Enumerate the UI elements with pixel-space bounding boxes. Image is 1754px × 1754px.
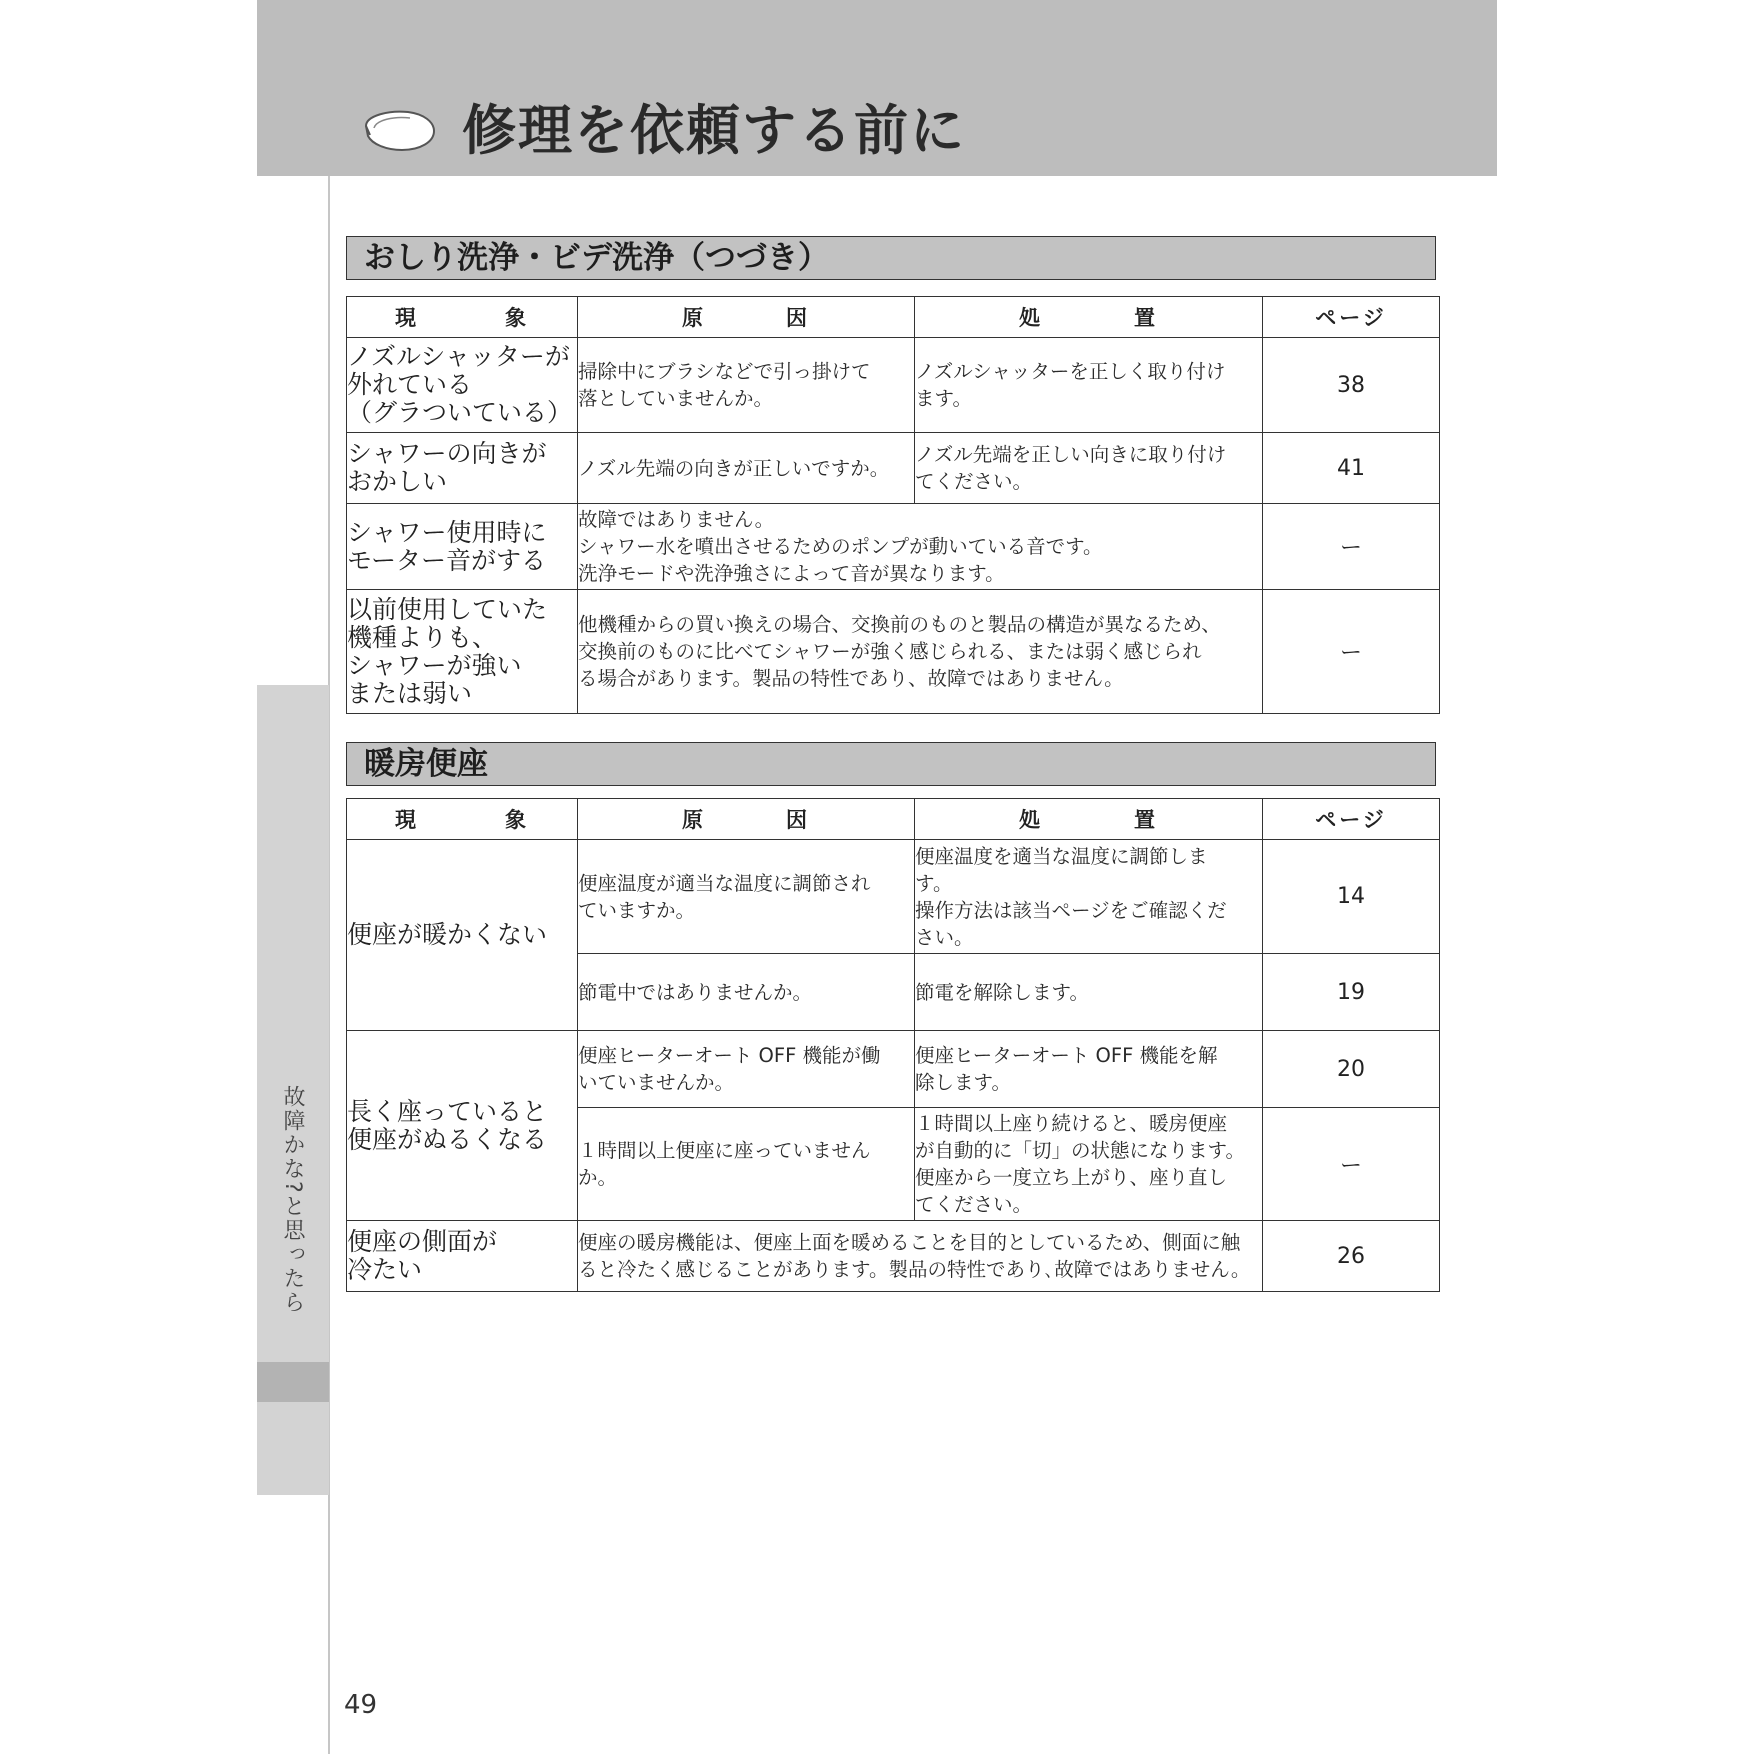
heated-seat-trouble-table (346, 798, 1440, 1292)
cause-cell: ノズル先端の向きが正しいですか。 (578, 433, 915, 504)
note-cell: 故障ではありません。 シャワー水を噴出させるためのポンプが動いている音です。 洗浄モードや洗浄強さによって音が異なります。 (578, 504, 1263, 590)
symptom-cell: 長く座っていると 便座がぬるくなる (347, 1031, 578, 1221)
table-row (347, 590, 1440, 714)
page-ref-cell: ー (1263, 590, 1440, 714)
symptom-cell: ノズルシャッターが 外れている （グラついている） (347, 338, 578, 433)
note-cell: 他機種からの買い換えの場合、交換前のものと製品の構造が異なるため、 交換前のものに比べてシャワーが強く感じられる、または弱く感じられ る場合があります。製品の特性であり、故障ではありません。 (578, 590, 1263, 714)
page-ref-cell: 20 (1263, 1031, 1440, 1108)
washing-trouble-table (346, 296, 1440, 714)
column-header-page: ページ (1263, 297, 1440, 338)
column-header-symptom: 現 象 (347, 799, 578, 840)
table-row (347, 504, 1440, 590)
page-ref-cell: 26 (1263, 1221, 1440, 1292)
symptom-cell: シャワーの向きが おかしい (347, 433, 578, 504)
page-ref-cell: ー (1263, 1108, 1440, 1221)
column-header-cause: 原 因 (578, 297, 915, 338)
table-header-row (347, 799, 1440, 840)
symptom-cell: シャワー使用時に モーター音がする (347, 504, 578, 590)
table-row (347, 433, 1440, 504)
page-ref-cell: ー (1263, 504, 1440, 590)
cause-cell: １時間以上便座に座っていません か。 (578, 1108, 915, 1221)
remedy-cell: 節電を解除します。 (915, 954, 1263, 1031)
page-ref-cell: 41 (1263, 433, 1440, 504)
symptom-cell: 便座が暖かくない (347, 840, 578, 1031)
note-cell: 便座の暖房機能は、便座上面を暖めることを目的としているため、側面に触 ると冷たく感じることがあります。製品の特性であり､故障ではありません。 (578, 1221, 1263, 1292)
symptom-cell: 以前使用していた 機種よりも、 シャワーが強い または弱い (347, 590, 578, 714)
cause-cell: 掃除中にブラシなどで引っ掛けて 落としていませんか。 (578, 338, 915, 433)
remedy-cell: ノズル先端を正しい向きに取り付け てください。 (915, 433, 1263, 504)
column-header-cause: 原 因 (578, 799, 915, 840)
column-header-page: ページ (1263, 799, 1440, 840)
page-number: 49 (344, 1690, 378, 1720)
remedy-cell: ノズルシャッターを正しく取り付け ます。 (915, 338, 1263, 433)
remedy-cell: 便座ヒーターオート OFF 機能を解 除します。 (915, 1031, 1263, 1108)
symptom-cell: 便座の側面が 冷たい (347, 1221, 578, 1292)
page-ref-cell: 38 (1263, 338, 1440, 433)
table-row (347, 840, 1440, 954)
column-header-remedy: 処 置 (915, 799, 1263, 840)
cause-cell: 便座ヒーターオート OFF 機能が働 いていませんか。 (578, 1031, 915, 1108)
table-row (347, 338, 1440, 433)
cause-cell: 節電中ではありませんか。 (578, 954, 915, 1031)
section-title-washing: おしり洗浄・ビデ洗浄（つづき） (346, 236, 1436, 280)
table-row (347, 1221, 1440, 1292)
page-title: 修理を依頼する前に (462, 99, 966, 162)
page-ref-cell: 19 (1263, 954, 1440, 1031)
side-tab-marker (257, 1362, 329, 1402)
section-title-heated-seat: 暖房便座 (346, 742, 1436, 786)
table-row (347, 1031, 1440, 1108)
column-header-remedy: 処 置 (915, 297, 1263, 338)
toilet-seat-icon (362, 104, 438, 154)
remedy-cell: 便座温度を適当な温度に調節しま す。 操作方法は該当ページをご確認くだ さい。 (915, 840, 1263, 954)
page-ref-cell: 14 (1263, 840, 1440, 954)
side-tab-label: 故障かな?と思ったら (280, 1085, 305, 1315)
column-header-symptom: 現 象 (347, 297, 578, 338)
table-header-row (347, 297, 1440, 338)
cause-cell: 便座温度が適当な温度に調節され ていますか。 (578, 840, 915, 954)
remedy-cell: １時間以上座り続けると、暖房便座 が自動的に「切」の状態になります。 便座から一度立ち上がり、座り直し てください。 (915, 1108, 1263, 1221)
